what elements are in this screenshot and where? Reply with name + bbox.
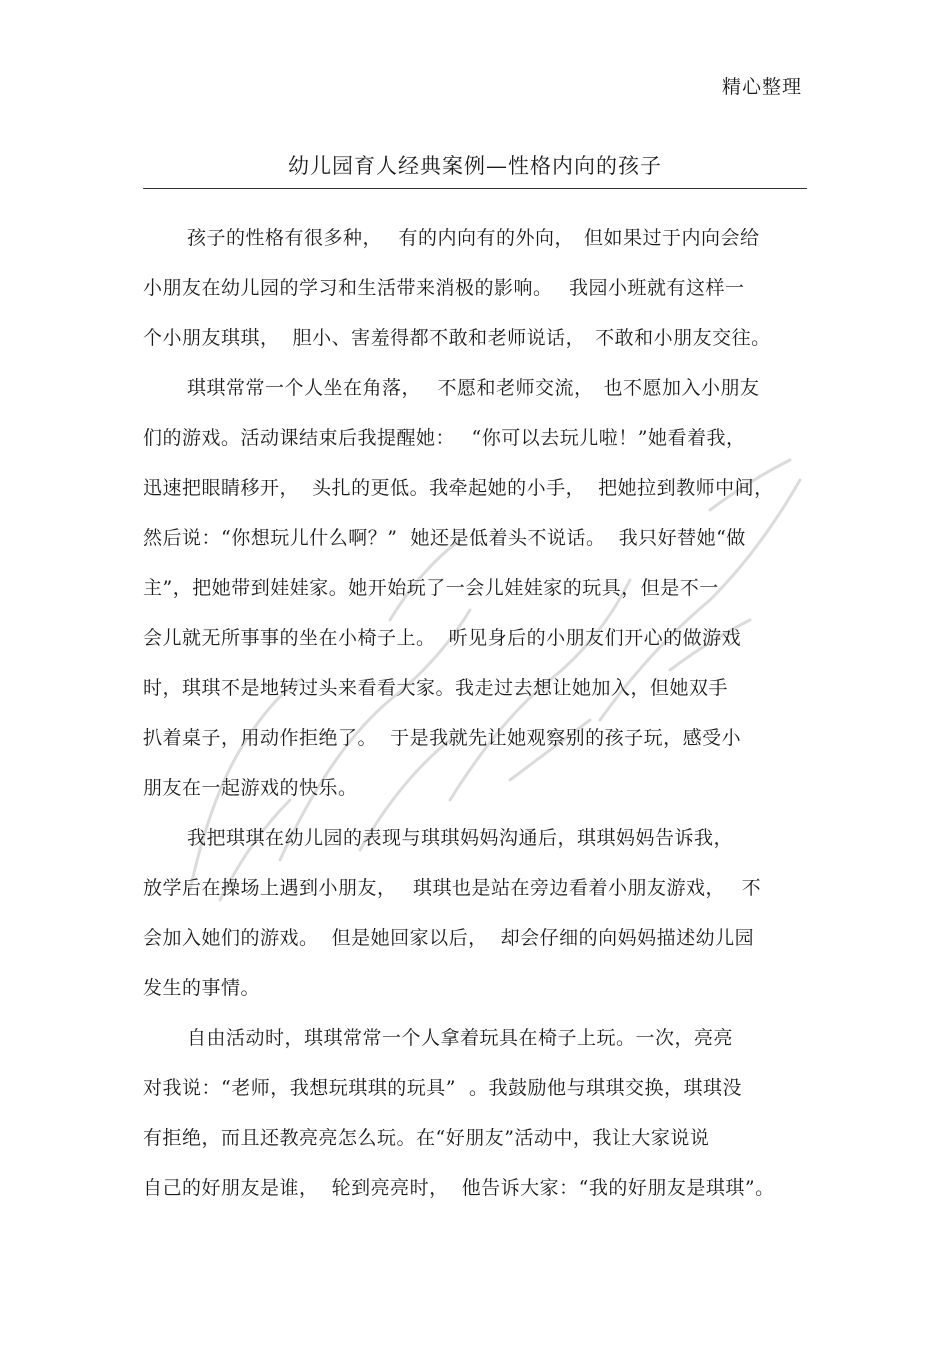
text-line: 对我说：“老师，我想玩琪琪的玩具” 。我鼓励他与琪琪交换，琪琪没 — [143, 1077, 743, 1099]
text-line: 我把琪琪在幼儿园的表现与琪琪妈妈沟通后，琪琪妈妈告诉我， — [187, 827, 734, 849]
text-line: 小朋友在幼儿园的学习和生活带来消极的影响。 我园小班就有这样一 — [143, 277, 745, 299]
text-line: 会加入她们的游戏。 但是她回家以后， 却会仔细的向妈妈描述幼儿园 — [143, 927, 755, 949]
text-line: 自己的好朋友是谁， 轮到亮亮时， 他告诉大家：“我的好朋友是琪琪”。 — [143, 1177, 775, 1199]
document-body — [143, 213, 807, 1213]
text-line: 有拒绝，而且还教亮亮怎么玩。在“好朋友”活动中，我让大家说说 — [143, 1127, 710, 1149]
header-note: 精心整理 — [721, 76, 802, 98]
paragraph — [143, 1013, 807, 1213]
text-line: 孩子的性格有很多种， 有的内向有的外向， 但如果过于内向会给 — [187, 227, 760, 249]
text-line: 时，琪琪不是地转过头来看看大家。我走过去想让她加入，但她双手 — [143, 677, 729, 699]
text-line: 然后说：“你想玩儿什么啊？” 她还是低着头不说话。 我只好替她“做 — [143, 527, 746, 549]
text-line: 个小朋友琪琪， 胆小、害羞得都不敢和老师说话， 不敢和小朋友交往。 — [143, 327, 771, 349]
paragraph — [143, 813, 807, 1013]
paragraph — [143, 213, 807, 363]
text-line: 扒着桌子，用动作拒绝了。 于是我就先让她观察别的孩子玩，感受小 — [143, 727, 742, 749]
text-line: 朋友在一起游戏的快乐。 — [143, 777, 358, 799]
text-line: 主”，把她带到娃娃家。她开始玩了一会儿娃娃家的玩具，但是不一 — [143, 577, 719, 599]
text-line: 琪琪常常一个人坐在角落， 不愿和老师交流， 也不愿加入小朋友 — [187, 377, 760, 399]
title-underline — [143, 188, 807, 189]
text-line: 会儿就无所事事的坐在小椅子上。 听见身后的小朋友们开心的做游戏 — [143, 627, 742, 649]
text-line: 放学后在操场上遇到小朋友， 琪琪也是站在旁边看着小朋友游戏， 不 — [143, 877, 762, 899]
text-line: 迅速把眼睛移开， 头扎的更低。我牵起她的小手， 把她拉到教师中间， — [143, 477, 774, 499]
paragraph — [143, 363, 807, 813]
document-title: 幼儿园育人经典案例—性格内向的孩子 — [288, 154, 662, 178]
text-line: 们的游戏。活动课结束后我提醒她： “你可以去玩儿啦！”她看着我， — [143, 427, 746, 449]
text-line: 自由活动时，琪琪常常一个人拿着玩具在椅子上玩。一次，亮亮 — [187, 1027, 734, 1049]
text-line: 发生的事情。 — [143, 977, 261, 999]
